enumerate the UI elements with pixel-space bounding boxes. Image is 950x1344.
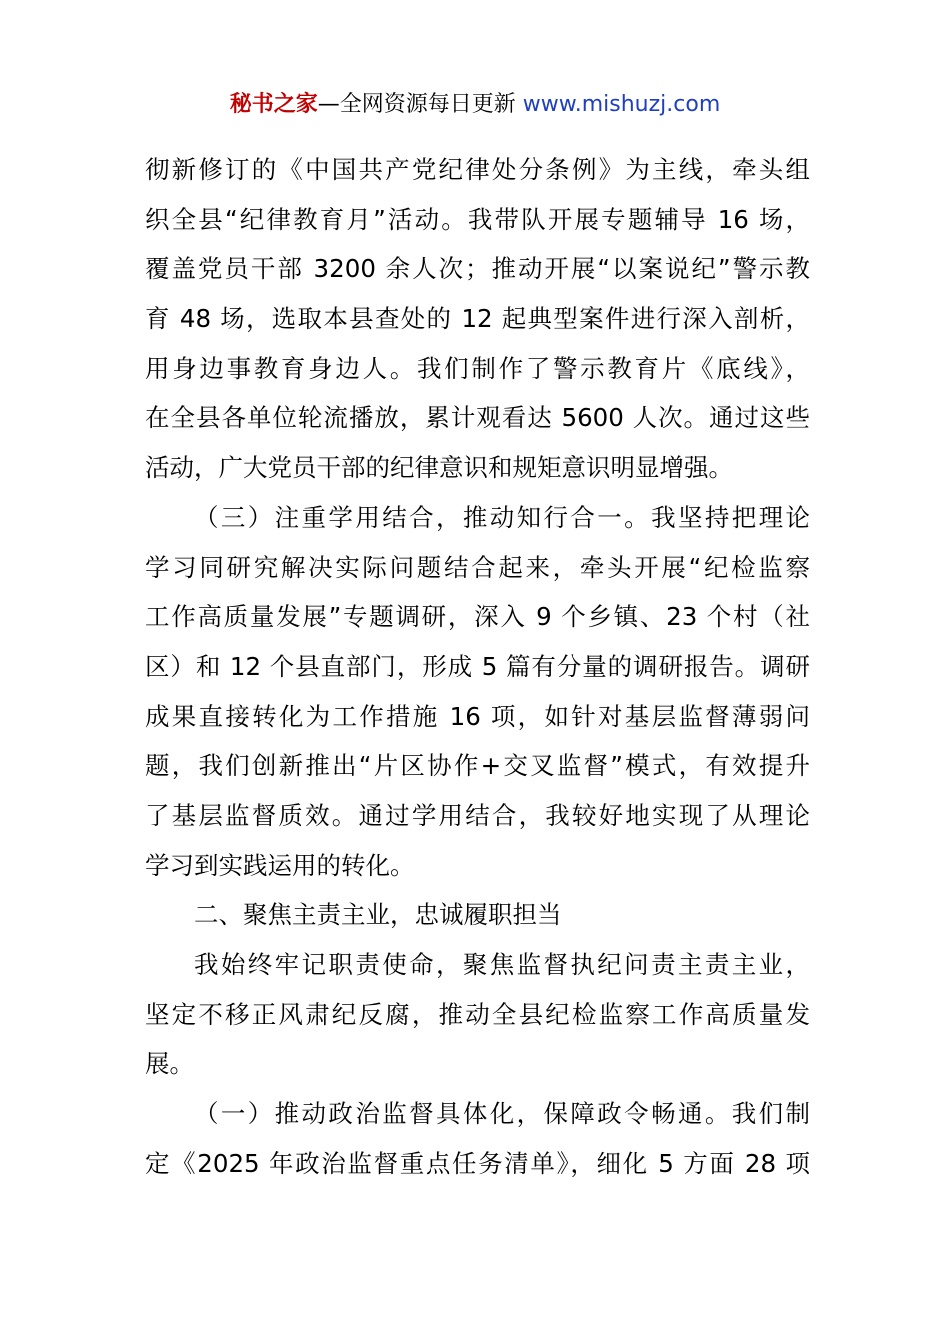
text-line-15: 学习到实践运用的转化。 (145, 850, 415, 880)
section-heading: 二、聚焦主责主业，忠诚履职担当 (194, 900, 562, 930)
text-line-18: 坚定不移正风肃纪反腐，推动全县纪检监察工作高质量发 (145, 999, 810, 1029)
brand-name: 秘书之家 (229, 92, 318, 117)
text-line-13: 题，我们创新推出“片区协作+交叉监督”模式，有效提升 (145, 751, 810, 781)
text-line-21: 定《2025 年政治监督重点任务清单》，细化 5 方面 28 项 (145, 1148, 810, 1178)
text-line-19: 展。 (145, 1049, 194, 1079)
text-line-6: 在全县各单位轮流播放，累计观看达 5600 人次。通过这些 (145, 403, 810, 433)
text-line-8: （三）注重学用结合，推动知行合一。我坚持把理论 (194, 502, 810, 532)
header-tagline: —全网资源每日更新 (317, 92, 523, 117)
text-line-5: 用身边事教育身边人。我们制作了警示教育片《底线》， (145, 353, 810, 383)
text-line-14: 了基层监督质效。通过学用结合，我较好地实现了从理论 (145, 800, 810, 830)
text-line-12: 成果直接转化为工作措施 16 项，如针对基层监督薄弱问 (145, 701, 810, 731)
text-line-3: 覆盖党员干部 3200 余人次；推动开展“以案说纪”警示教 (145, 254, 810, 284)
text-line-20: （一）推动政治监督具体化，保障政令畅通。我们制 (194, 1099, 810, 1129)
text-line-9: 学习同研究解决实际问题结合起来，牵头开展“纪检监察 (145, 552, 810, 582)
text-line-17: 我始终牢记职责使命，聚焦监督执纪问责主责主业， (194, 950, 810, 979)
text-line-7: 活动，广大党员干部的纪律意识和规矩意识明显增强。 (145, 453, 733, 483)
page-header (0, 88, 950, 122)
text-line-1: 彻新修订的《中国共产党纪律处分条例》为主线，牵头组 (145, 155, 810, 184)
text-line-2: 织全县“纪律教育月”活动。我带队开展专题辅导 16 场， (145, 204, 810, 234)
document-body (145, 145, 810, 1188)
text-line-4: 育 48 场，选取本县查处的 12 起典型案件进行深入剖析， (145, 304, 810, 334)
text-line-10: 工作高质量发展”专题调研，深入 9 个乡镇、23 个村（社 (145, 602, 810, 632)
text-line-11: 区）和 12 个县直部门，形成 5 篇有分量的调研报告。调研 (145, 651, 810, 681)
site-url-link[interactable]: www.mishuzj.com (522, 92, 721, 117)
